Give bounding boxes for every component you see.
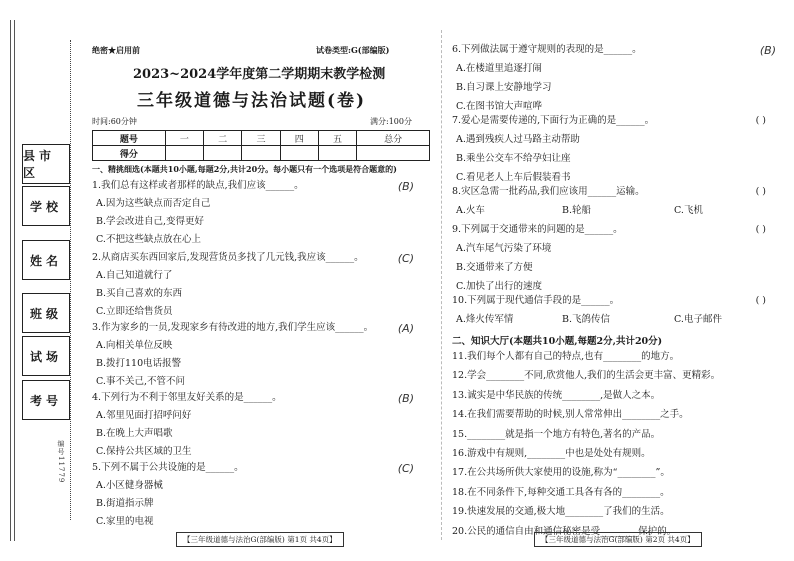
question-text: 4.下列行为不利于邻里友好关系的是______。 xyxy=(92,392,282,403)
question-block-left xyxy=(92,180,432,532)
option-c[interactable]: C.事不关己,不管不问 xyxy=(96,376,185,387)
option-a[interactable]: A.自己知道就行了 xyxy=(96,270,173,281)
sidebar-label-class: 班级 xyxy=(22,293,70,333)
score-cell[interactable] xyxy=(204,146,242,161)
option-c[interactable]: C.家里的电视 xyxy=(96,516,154,527)
sidebar-label-school: 学校 xyxy=(22,186,70,226)
option-b[interactable]: B.自习课上安静地学习 xyxy=(456,82,552,93)
fill-blank-item[interactable]: 18.在不同条件下,每种交通工具各有各的________。 xyxy=(452,486,670,498)
answer-bracket[interactable]: (B) xyxy=(397,180,414,193)
score-table-row xyxy=(93,146,430,161)
option-b[interactable]: B.街道指示牌 xyxy=(96,498,154,509)
option-c[interactable]: C.立即还给售货员 xyxy=(96,306,173,317)
option-b[interactable]: B.飞鸽传信 xyxy=(562,314,611,325)
cut-line xyxy=(70,40,71,520)
score-cell[interactable] xyxy=(165,146,203,161)
option-b[interactable]: B.在晚上大声唱歌 xyxy=(96,428,173,439)
answer-bracket[interactable]: ( ) xyxy=(755,115,766,126)
score-cell[interactable] xyxy=(280,146,318,161)
option-b[interactable]: B.拨打110电话报警 xyxy=(96,358,182,369)
question-text: 7.爱心是需要传递的,下面行为正确的是______。 xyxy=(452,115,655,126)
option-a[interactable]: A.邻里见面打招呼问好 xyxy=(96,410,192,421)
sidebar-line xyxy=(14,20,15,541)
option-c[interactable]: C.电子邮件 xyxy=(674,314,722,325)
answer-bracket[interactable]: (B) xyxy=(397,392,414,405)
section2-heading: 二、知识大厅(本题共10小题,每题2分,共计20分) xyxy=(452,336,663,347)
sidebar-label-county: 县市区 xyxy=(22,144,70,184)
score-header-cell: 题号 xyxy=(93,131,166,146)
answer-bracket[interactable]: (C) xyxy=(397,252,414,265)
footer-right: 【三年级道德与法治G(部编版) 第2页 共4页】 xyxy=(534,532,702,547)
score-cell[interactable] xyxy=(242,146,280,161)
page-divider xyxy=(441,30,442,540)
score-cell[interactable] xyxy=(357,146,430,161)
question-text: 2.从商店买东西回家后,发现营货员多找了几元钱,我应该______。 xyxy=(92,252,364,263)
option-a[interactable]: A.汽车尾气污染了环境 xyxy=(456,243,552,254)
option-c[interactable]: C.看见老人上车后假装看书 xyxy=(456,172,571,183)
section1-heading: 一、精挑细选(本题共10小题,每题2分,共计20分。每小题只有一个选项是符合题意的) xyxy=(92,164,397,174)
question-block-right xyxy=(452,44,782,545)
question-text: 8.灾区急需一批药品,我们应该用______运输。 xyxy=(452,186,645,197)
subject-title: 三年级道德与法治试题(卷) xyxy=(137,91,367,111)
question-item xyxy=(92,322,432,392)
score-table-header xyxy=(93,131,430,146)
fill-blank-item[interactable]: 15.________就是指一个地方有特色,著名的产品。 xyxy=(452,428,661,440)
score-header-cell: 总分 xyxy=(357,131,430,146)
fill-blank-item[interactable]: 16.游戏中有规则,________中也是处处有规则。 xyxy=(452,447,651,459)
option-c[interactable]: C.不把这些缺点放在心上 xyxy=(96,234,201,245)
fill-blank-item[interactable]: 14.在我们需要帮助的时候,别人常常伸出________之手。 xyxy=(452,409,689,421)
paper-type: 试卷类型:G(部编版) xyxy=(316,45,390,55)
option-a[interactable]: A.在楼道里追逐打闹 xyxy=(456,63,542,74)
option-c[interactable]: C.飞机 xyxy=(674,205,703,216)
question-item xyxy=(92,180,432,252)
option-b[interactable]: B.交通带来了方便 xyxy=(456,262,533,273)
question-item xyxy=(452,224,782,295)
fill-blank-item[interactable]: 13.诚实是中华民族的传统________,是做人之本。 xyxy=(452,389,661,401)
options-row xyxy=(452,205,782,219)
option-b[interactable]: B.学会改进自己,变得更好 xyxy=(96,216,205,227)
question-item xyxy=(92,462,432,532)
secret-label: 绝密★启用前 xyxy=(92,45,140,55)
full-score: 满分:100分 xyxy=(370,117,412,126)
question-item xyxy=(92,252,432,322)
binding-sidebar xyxy=(0,0,78,561)
answer-bracket[interactable]: (C) xyxy=(397,462,414,475)
exam-title: 2023~2024学年度第二学期期末教学检测 xyxy=(133,67,386,82)
score-row-label: 得分 xyxy=(93,146,166,161)
option-b[interactable]: B.买自己喜欢的东西 xyxy=(96,288,183,299)
score-header-cell: 五 xyxy=(318,131,356,146)
sidebar-label-room: 试场 xyxy=(22,336,70,376)
footer-left: 【三年级道德与法治G(部编版) 第1页 共4页】 xyxy=(176,532,344,547)
answer-bracket[interactable]: (A) xyxy=(397,322,414,335)
option-b[interactable]: B.轮船 xyxy=(562,205,592,216)
question-text: 9.下列属于交通带来的问题的是______。 xyxy=(452,224,623,235)
answer-bracket[interactable]: ( ) xyxy=(755,224,766,235)
option-a[interactable]: A.向相关单位反映 xyxy=(96,340,173,351)
option-c[interactable]: C.保持公共区域的卫生 xyxy=(96,446,192,457)
exam-time: 时间:60分钟 xyxy=(92,117,137,126)
question-item xyxy=(452,295,782,331)
score-cell[interactable] xyxy=(318,146,356,161)
option-c[interactable]: C.加快了出行的速度 xyxy=(456,281,542,292)
option-a[interactable]: A.火车 xyxy=(456,205,485,216)
question-text: 1.我们总有这样或者那样的缺点,我们应该______。 xyxy=(92,180,304,191)
fill-blank-item[interactable]: 20.公民的通信自由和通信秘密是受________保护的。 xyxy=(452,525,677,537)
sidebar-label-exam-number: 考号 xyxy=(22,380,70,420)
answer-bracket[interactable]: ( ) xyxy=(755,186,766,197)
option-a[interactable]: A.烽火传军情 xyxy=(456,314,514,325)
question-text: 10.下列属于现代通信手段的是______。 xyxy=(452,295,620,306)
question-text: 6.下列做法属于遵守规则的表现的是______。 xyxy=(452,44,642,55)
options-row xyxy=(452,314,782,328)
sidebar-label-name: 姓名 xyxy=(22,240,70,280)
option-a[interactable]: A.遇到残疾人过马路主动帮助 xyxy=(456,134,580,145)
question-item xyxy=(452,44,782,115)
question-text: 3.作为家乡的一员,发现家乡有待改进的地方,我们学生应该______。 xyxy=(92,322,374,333)
sidebar-line xyxy=(10,20,11,541)
question-item xyxy=(92,392,432,462)
sidebar-vertical-code: 编号11779 xyxy=(57,440,65,484)
fill-blank-item[interactable]: 12.学会________不同,欣赏他人,我们的生活会更丰富、更精彩。 xyxy=(452,370,721,382)
fill-blank-item[interactable]: 11.我们每个人都有自己的特点,也有________的地方。 xyxy=(452,351,680,362)
fill-blank-item[interactable]: 19.快速发展的交通,极大地________了我们的生活。 xyxy=(452,506,670,518)
option-c[interactable]: C.在图书馆大声喧哗 xyxy=(456,101,542,112)
score-header-cell: 四 xyxy=(280,131,318,146)
option-a[interactable]: A.因为这些缺点而否定自己 xyxy=(96,198,211,209)
option-a[interactable]: A.小区健身器械 xyxy=(96,480,163,491)
answer-bracket[interactable]: ( ) xyxy=(755,295,766,306)
score-header-cell: 一 xyxy=(165,131,203,146)
question-text: 5.下列不属于公共设施的是______。 xyxy=(92,462,244,473)
option-b[interactable]: B.乘坐公交车不给孕妇让座 xyxy=(456,153,571,164)
fill-blank-item[interactable]: 17.在公共场所供大家使用的设施,称为“________”。 xyxy=(452,467,670,479)
score-header-cell: 二 xyxy=(204,131,242,146)
question-item xyxy=(452,186,782,224)
score-header-cell: 三 xyxy=(242,131,280,146)
score-table xyxy=(92,130,430,161)
question-item xyxy=(452,115,782,186)
answer-bracket[interactable]: (B) xyxy=(759,44,776,57)
